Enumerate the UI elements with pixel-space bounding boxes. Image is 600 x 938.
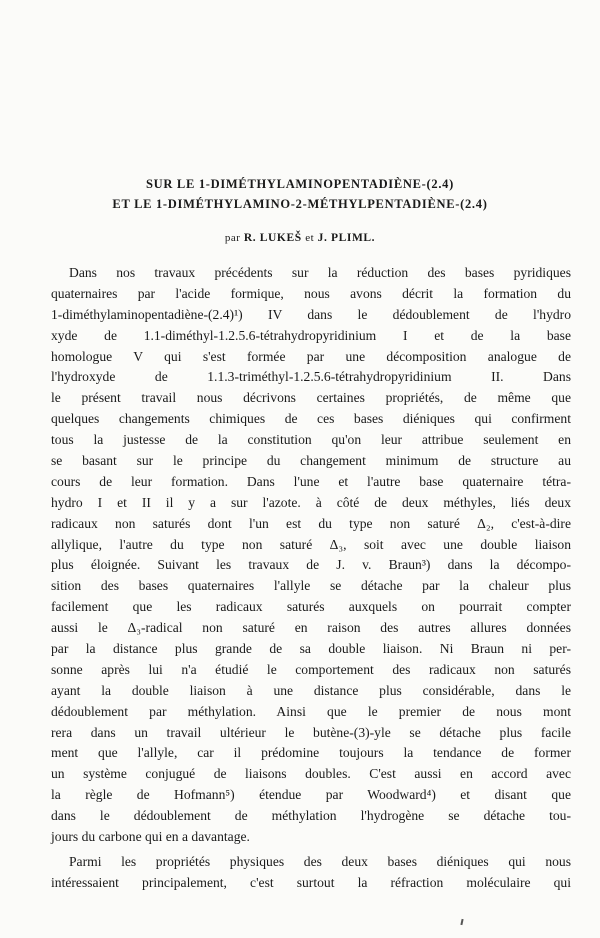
text-line: radicaux non saturés dont l'un est du type non saturé Δ₂, c'est-à-dire <box>51 515 571 531</box>
text-line: Parmi les propriétés physiques des deux bases diéniques qui nous <box>69 853 571 869</box>
title-line-2: ET LE 1-DIMÉTHYLAMINO-2-MÉTHYLPENTADIÈNE-(2.4) <box>112 197 488 211</box>
text-line: homologue V qui s'est formée par une décomposition analogue de <box>51 348 571 364</box>
text-line: ment que l'allyle, car il prédomine toujours la tendance de former <box>51 745 571 761</box>
author-byline <box>40 230 560 245</box>
body-text <box>51 263 571 894</box>
page-mark <box>460 919 463 925</box>
text-line: se basant sur le principe du changement minimum de structure au <box>51 453 571 469</box>
text-line: plus éloignée. Suivant les travaux de J. v. Braun³) dans la décompo- <box>51 557 571 573</box>
text-line: par la distance plus grande de sa double liaison. Ni Braun ni per- <box>51 641 571 657</box>
title-line-1: SUR LE 1-DIMÉTHYLAMINOPENTADIÈNE-(2.4) <box>146 177 454 191</box>
text-line: jours du carbone qui en a davantage. <box>51 829 250 845</box>
text-line: l'hydroxyde de 1.1.3-triméthyl-1.2.5.6-tétrahydropyridinium II. Dans <box>51 369 571 385</box>
text-line: dans le dédoublement de méthylation l'hydrogène se détache tou- <box>51 808 571 824</box>
text-line: allylique, l'autre du type non saturé Δ₃, soit avec une double liaison <box>51 536 571 552</box>
author-name-2: J. PLIML. <box>317 232 376 244</box>
text-line: cours de leur formation. Dans l'une et l'autre base quaternaire tétra- <box>51 473 571 489</box>
article-title <box>40 174 560 214</box>
text-line: quaternaires par l'acide formique, nous avons décrit la formation du <box>51 285 571 301</box>
text-line: tous la justesse de la constitution qu'on leur attribue seulement en <box>51 432 571 448</box>
text-line: rera dans un travail ultérieur le butène-(3)-yle se détache plus facile <box>51 724 571 740</box>
text-line: la règle de Hofmann⁵) étendue par Woodward⁴) et disant que <box>51 787 571 803</box>
text-line: dédoublement par méthylation. Ainsi que le premier de nous mont <box>51 703 571 719</box>
text-line: ayant la double liaison à une distance plus considérable, dans le <box>51 682 571 698</box>
text-line: xyde de 1.1-diméthyl-1.2.5.6-tétrahydropyridinium I et de la base <box>51 327 571 343</box>
text-line: aussi le Δ₃-radical non saturé en raison des autres allures données <box>51 620 571 636</box>
text-line: un système conjugué de liaisons doubles. C'est aussi en accord avec <box>51 766 571 782</box>
text-line: 1-diméthylaminopentadiène-(2.4)¹) IV dans le dédoublement de l'hydro <box>51 306 571 322</box>
byline-par: par <box>224 232 241 244</box>
byline-et: et <box>305 232 315 244</box>
text-line: quelques changements chimiques de ces bases diéniques qui confirment <box>51 411 571 427</box>
text-line: sition des bases quaternaires l'allyle se détache par la chaleur plus <box>51 578 571 594</box>
text-line: hydro I et II il y a sur l'azote. à côté de deux méthyles, liés deux <box>51 494 571 510</box>
text-line: Dans nos travaux précédents sur la réduction des bases pyridiques <box>69 265 571 280</box>
paragraph-2 <box>51 852 571 894</box>
author-name-1: R. LUKEŠ <box>243 232 302 244</box>
text-line: intéressaient principalement, c'est surtout la réfraction moléculaire qui <box>51 874 571 890</box>
text-line: sonne après lui n'a étudié le comportement des radicaux non saturés <box>51 661 571 677</box>
text-line: le présent travail nous décrivons certaines propriétés, de même que <box>51 390 571 406</box>
text-line: facilement que les radicaux saturés auxquels on pourrait compter <box>51 599 571 615</box>
paragraph-1 <box>51 263 571 848</box>
